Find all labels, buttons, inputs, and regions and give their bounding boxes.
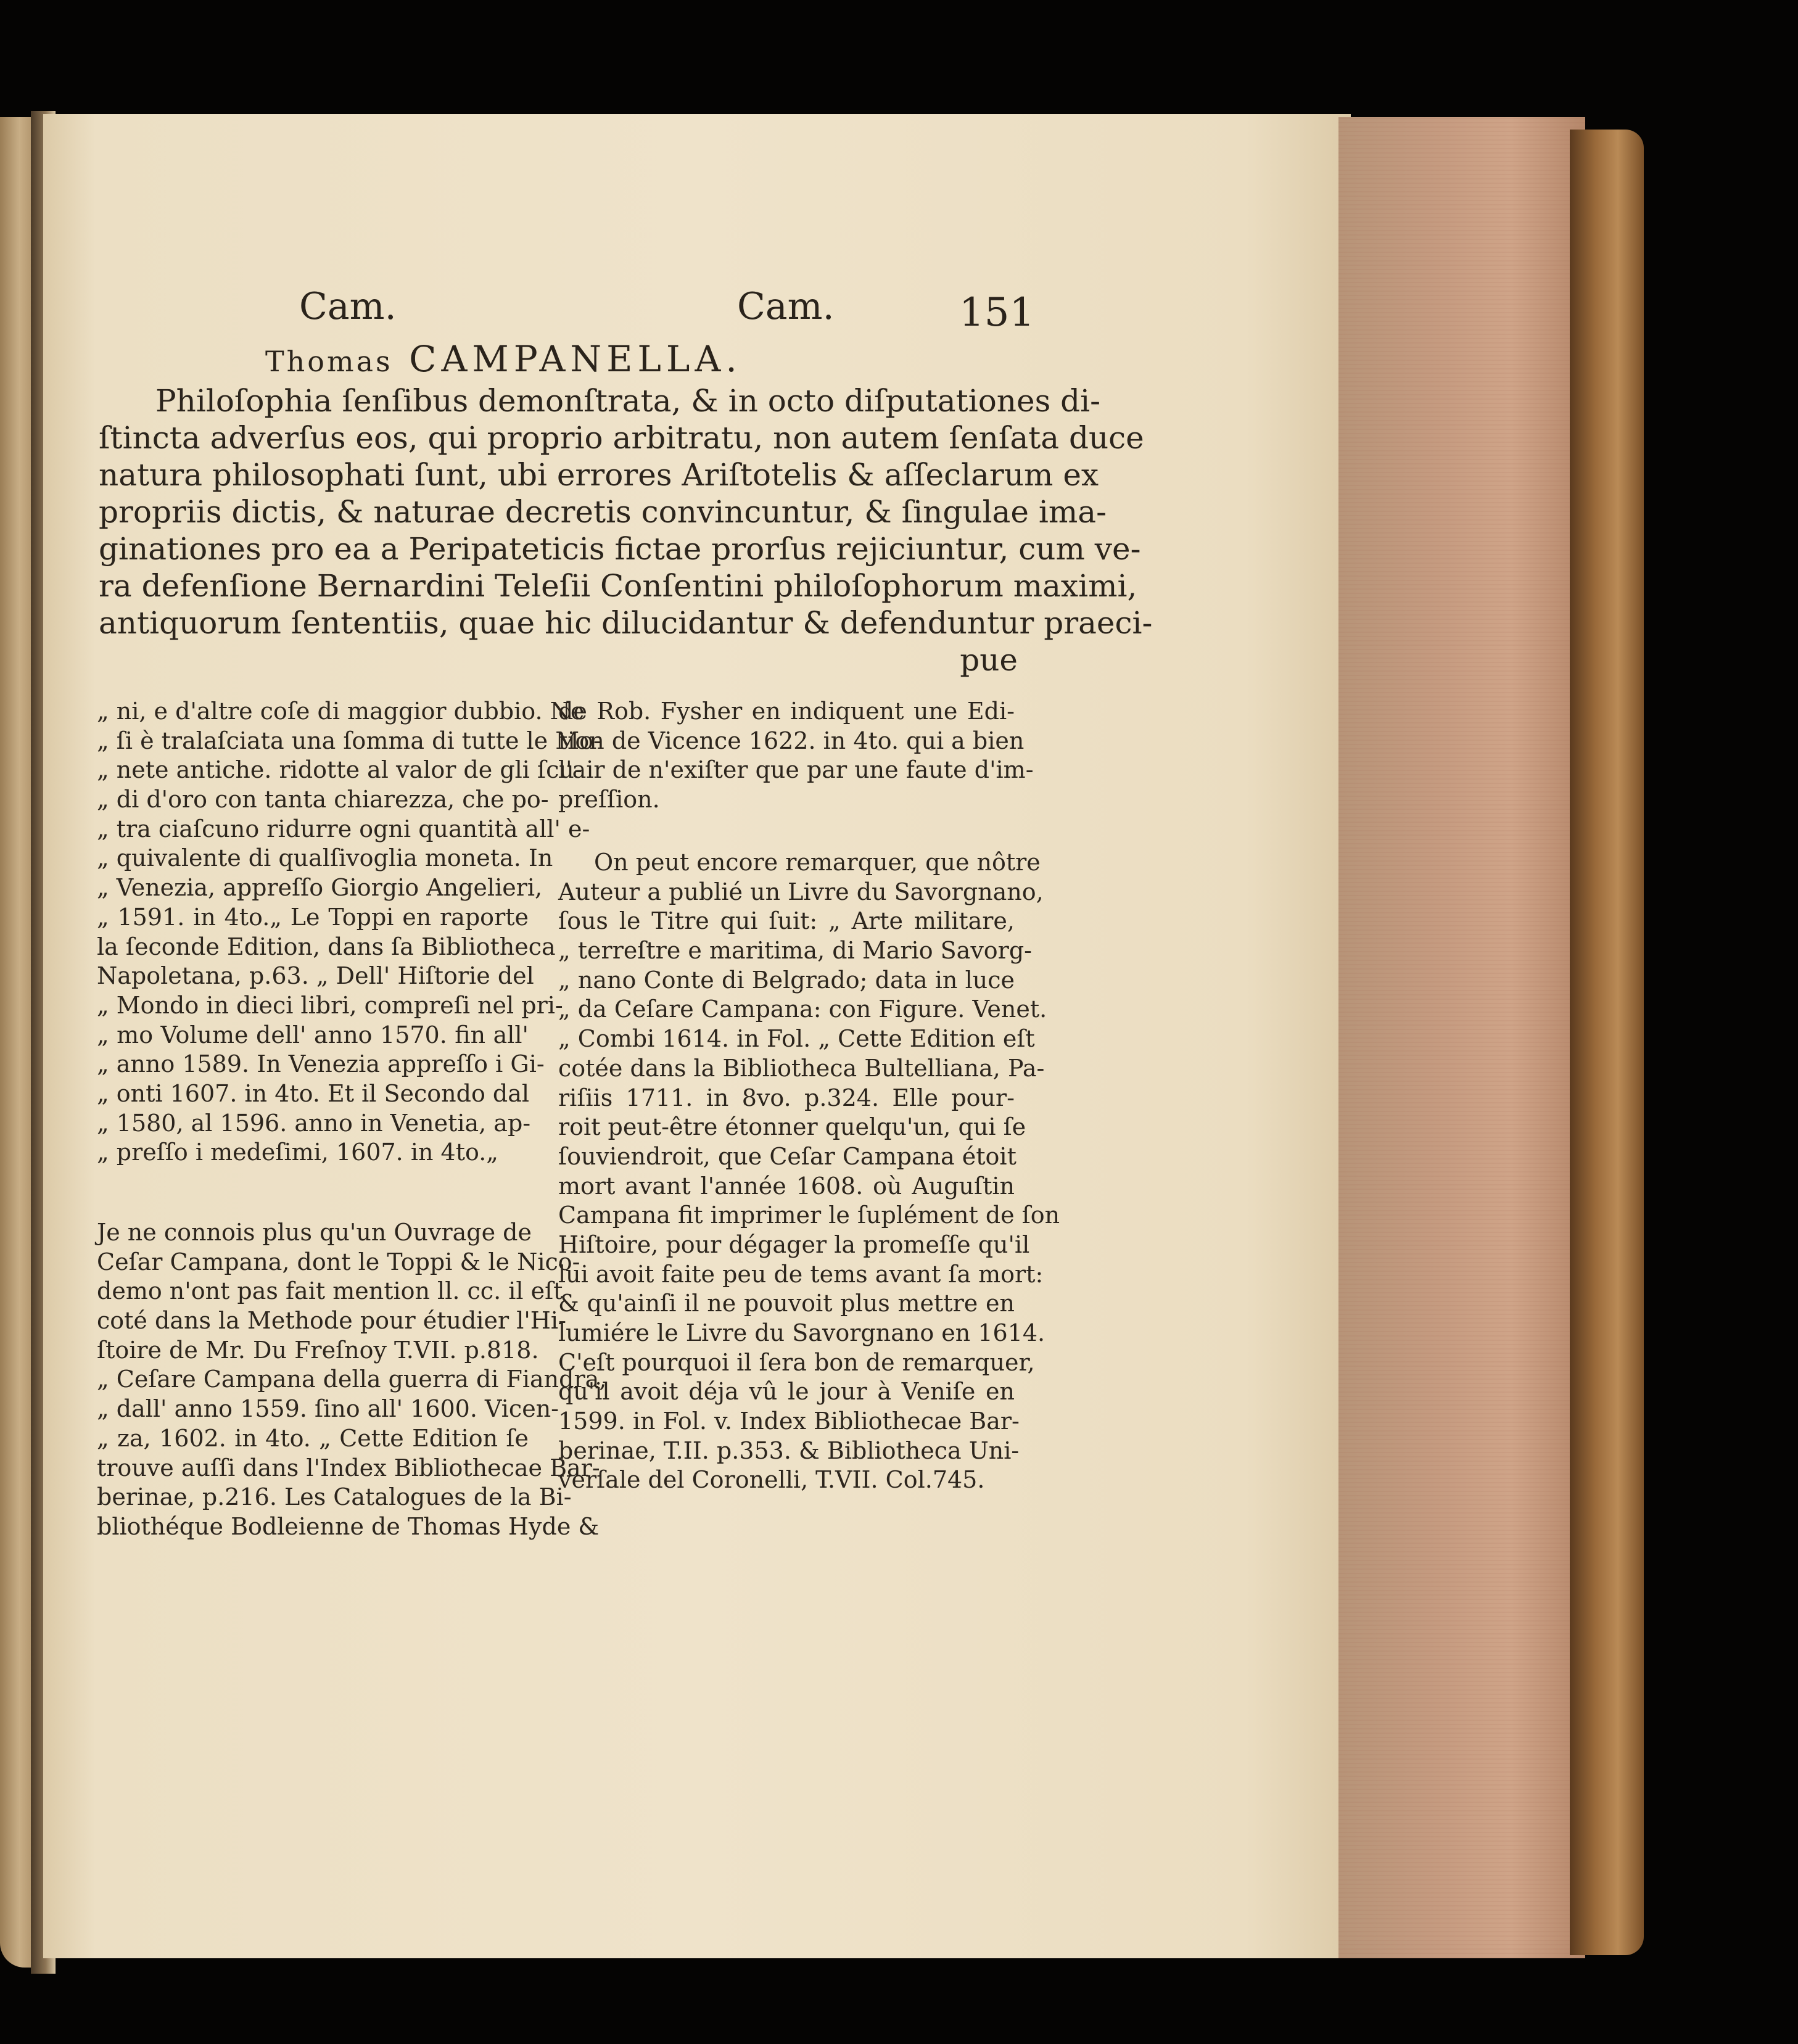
- column-line: lui avoit faite peu de tems avant ſa mort:: [558, 1260, 1044, 1288]
- column-line: bliothéque Bodleienne de Thomas Hyde &: [97, 1512, 600, 1540]
- column-line: ſtoire de Mr. Du Freſnoy T.VII. p.818.: [97, 1336, 539, 1364]
- column-line: „ nano Conte di Belgrado; data in luce: [558, 966, 1015, 994]
- main-line: ginationes pro ea a Peripateticis fictae prorſus rejiciuntur, cum ve-: [99, 531, 1141, 567]
- column-line: „ ni, e d'altre coſe di maggior dubbio. Ne: [97, 698, 585, 725]
- entry-title: [265, 338, 742, 380]
- column-line: qu'il avoit déja vû le jour à Veniſe en: [558, 1378, 1015, 1406]
- main-line: natura philosophati ſunt, ubi errores Ariſtotelis & aſſeclarum ex: [99, 457, 1099, 493]
- column-line: mort avant l'année 1608. où Auguſtin: [558, 1172, 1015, 1200]
- column-line: & qu'ainſi il ne pouvoit plus mettre en: [558, 1290, 1015, 1317]
- column-line: „ da Ceſare Campana: con Figure. Venet.: [558, 995, 1047, 1023]
- column-line: „ 1580, al 1596. anno in Venetia, ap-: [97, 1109, 531, 1137]
- column-line: „ anno 1589. In Venezia appreſſo i Gi-: [97, 1050, 545, 1078]
- column-line: „ Mondo in dieci libri, compreſi nel pri-: [97, 991, 563, 1019]
- column-line: „ Venezia, appreſſo Giorgio Angelieri,: [97, 874, 543, 902]
- left-column-paragraph-2: [97, 1218, 607, 1542]
- page-number: 151: [959, 290, 1035, 336]
- column-line: Campana fit imprimer le ſuplément de ſon: [558, 1201, 1060, 1229]
- column-line: Napoletana, p.63. „ Dell' Hiſtorie del: [97, 962, 534, 990]
- column-line: cotée dans la Bibliotheca Bultelliana, Pa-: [558, 1054, 1045, 1082]
- column-line: roit peut-être étonner quelqu'un, qui ſe: [558, 1113, 1026, 1141]
- right-column-paragraph-2: [558, 848, 1060, 1495]
- column-line: „ preſſo i medeſimi, 1607. in 4to.„: [97, 1139, 498, 1166]
- column-line: lumiére le Livre du Savorgnano en 1614.: [558, 1319, 1045, 1346]
- column-line: „ nete antiche. ridotte al valor de gli ſcu-: [97, 756, 582, 784]
- column-line: berinae, T.II. p.353. & Bibliotheca Uni-: [558, 1436, 1020, 1464]
- column-line: preſſion.: [558, 786, 660, 814]
- column-line: „ terreſtre e maritima, di Mario Savorg-: [558, 937, 1033, 965]
- right-column-paragraph-1: [558, 697, 1034, 815]
- left-column-paragraph-1: [97, 697, 601, 1168]
- running-head-center: Cam.: [737, 285, 835, 328]
- main-line: antiquorum ſententiis, quae hic dilucidantur & defenduntur praeci-: [99, 605, 1153, 641]
- column-line: „ dall' anno 1559. ſino all' 1600. Vicen-: [97, 1395, 559, 1423]
- column-line: l'air de n'exiſter que par une faute d'im-: [558, 756, 1034, 784]
- main-line: ra defenſione Bernardini Teleſii Conſentini philoſophorum maximi,: [99, 568, 1137, 604]
- column-line: Je ne connois plus qu'un Ouvrage de: [97, 1219, 532, 1246]
- entry-title-surname: CAMPANELLA.: [409, 338, 742, 380]
- running-head-left: Cam.: [299, 285, 397, 328]
- column-line: On peut encore remarquer, que nôtre: [594, 849, 1041, 876]
- main-line: propriis dictis, & naturae decretis convincuntur, & ſingulae ima-: [99, 494, 1107, 530]
- column-line: demo n'ont pas fait mention ll. cc. il eſt: [97, 1277, 563, 1305]
- column-line: „ onti 1607. in 4to. Et il Secondo dal: [97, 1079, 530, 1107]
- column-line: de Rob. Fysher en indiquent une Edi-: [558, 698, 1015, 725]
- column-line: verſale del Coronelli, T.VII. Col.745.: [558, 1466, 985, 1494]
- main-paragraph: [99, 382, 1153, 678]
- column-line: C'eſt pourquoi il ſera bon de remarquer,: [558, 1348, 1035, 1376]
- column-line: „ quivalente di qualſivoglia moneta. In: [97, 844, 553, 872]
- column-line: „ tra ciaſcuno ridurre ogni quantità all' e-: [97, 815, 590, 843]
- column-line: trouve auſſi dans l'Index Bibliothecae Bar-: [97, 1454, 600, 1481]
- column-line: „ 1591. in 4to.„ Le Toppi en raporte: [97, 903, 529, 931]
- column-line: 1599. in Fol. v. Index Bibliothecae Bar-: [558, 1407, 1020, 1435]
- book-cover-edge: [1570, 130, 1644, 1955]
- entry-title-first-name: Thomas: [265, 345, 393, 378]
- column-line: ſouviendroit, que Ceſar Campana étoit: [558, 1142, 1017, 1170]
- main-line: ſtincta adverſus eos, qui proprio arbitratu, non autem ſenſata duce: [99, 420, 1144, 456]
- column-line: la ſeconde Edition, dans ſa Bibliotheca: [97, 933, 556, 960]
- column-line: Hiſtoire, pour dégager la promeſſe qu'il: [558, 1230, 1030, 1258]
- column-line: „ mo Volume dell' anno 1570. fin all': [97, 1021, 529, 1049]
- column-line: „ Ceſare Campana della guerra di Fiandra,: [97, 1366, 607, 1393]
- page-fore-edge: [1338, 117, 1585, 1958]
- column-line: tion de Vicence 1622. in 4to. qui a bien: [558, 727, 1025, 754]
- column-line: ſous le Titre qui ſuit: „ Arte militare,: [558, 907, 1015, 935]
- column-line: Auteur a publié un Livre du Savorgnano,: [558, 878, 1044, 905]
- column-line: riſiis 1711. in 8vo. p.324. Elle pour-: [558, 1084, 1015, 1111]
- column-line: „ ſi è tralaſciata una ſomma di tutte le Mo-: [97, 727, 601, 754]
- column-line: „ di d'oro con tanta chiarezza, che po-: [97, 786, 549, 814]
- column-line: berinae, p.216. Les Catalogues de la Bi-: [97, 1483, 572, 1511]
- column-line: Ceſar Campana, dont le Toppi & le Nico-: [97, 1248, 580, 1275]
- main-line: Philoſophia ſenſibus demonſtrata, & in octo diſputationes di-: [155, 383, 1101, 419]
- column-line: „ za, 1602. in 4to. „ Cette Edition ſe: [97, 1424, 529, 1452]
- column-line: coté dans la Methode pour étudier l'Hi-: [97, 1307, 566, 1335]
- column-line: „ Combi 1614. in Fol. „ Cette Edition eſt: [558, 1025, 1035, 1053]
- main-line: pue: [960, 642, 1018, 678]
